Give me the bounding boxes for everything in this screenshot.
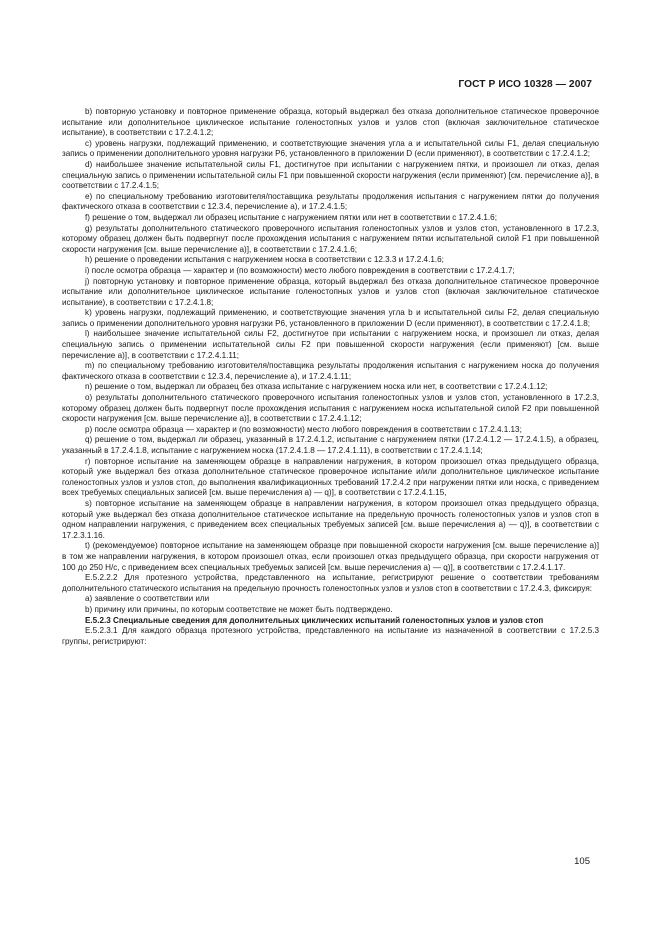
- list-item-c: c) уровень нагрузки, подлежащий применению, и соответствующие значения угла a и испытательной силы F1, делая специальную запись о применении дополнительного уровня нагрузки P6, установленного в приложении D (если применяют), в соответствии с 17.2.4.1.2;: [62, 138, 599, 159]
- list-item-e: e) по специальному требованию изготовителя/поставщика результаты продолжения испытания с нагружением пятки до получения фактического отказа в соответствии с 12.3.4, перечисление а), и 17.2.4.1.5;: [62, 191, 599, 212]
- sub-item-a: a) заявление о соответствии или: [85, 594, 210, 604]
- list-item-l: l) наибольшее значение испытательной силы F2, достигнутое при испытании с нагружением носка, и произошел ли отказ, делая специальную запись о применении испытательной силы F2 при повышенной скорости нагружения (если применяют) [см. выше перечисление а)], в соответствии с 17.2.4.1.11;: [62, 329, 599, 360]
- list-item-s: s) повторное испытание на заменяющем образце в направлении нагружения, в котором произошел отказ предыдущего образца, который уже выдержал без отказа дополнительное статическое испытание на предельную прочность голеностопных узлов и узлов стоп в одном направлении нагружения, с приведением всех специальных требуемых записей [см. выше перечисления а) — q)], в соответствии с 17.2.3.1.16.: [62, 498, 599, 540]
- list-item-n: n) решение о том, выдержал ли образец без отказа испытание с нагружением носка или нет, в соответствии с 17.2.4.1.12;: [85, 382, 548, 392]
- list-item-o: o) результаты дополнительного статического проверочного испытания голеностопных узлов и узлов стоп, установленного в 17.2.3, которому образец должен быть подвергнут после прохождения испытания с нагружением носка испытательной силой F2 при повышенной скорости нагружения [см. выше перечисление а)], в соответствии с 17.2.4.1.12;: [62, 393, 599, 424]
- clause-e5222: E.5.2.2.2 Для протезного устройства, представленного на испытание, регистрируют решение о соответствии требованиям дополнительного статического испытания на предельную прочность голеностопных узлов и узлов стоп в соответствии с 17.2.4.3, фиксируя:: [62, 573, 599, 593]
- list-item-q: q) решение о том, выдержал ли образец, указанный в 17.2.4.1.2, испытание с нагружением пятки (17.2.4.1.2 — 17.2.4.1.5), а образец, указанный в 17.2.4.1.8, испытание с нагружением носка (17.2.4.1.8 — 17.2.4.1.11), в соответствии с 17.2.4.1.14;: [62, 435, 599, 455]
- section-heading-e523: E.5.2.3 Специальные сведения для дополнительных циклических испытаний голеностопных узлов и узлов стоп: [85, 615, 544, 625]
- page-number: 105: [574, 856, 590, 867]
- list-item-p: p) после осмотра образца — характер и (по возможности) место любого повреждения в соответствии с 17.2.4.1.13;: [85, 424, 522, 434]
- list-item-b: b) повторную установку и повторное применение образца, который выдержал без отказа дополнительное статическое проверочное испытание или дополнительное циклическое испытание голеностопных узлов и узлов стоп (включая заключительное статическое испытание), в соответствии с 17.2.4.1.2;: [62, 107, 599, 138]
- sub-item-b: b) причину или причины, по которым соответствие не может быть подтверждено.: [85, 604, 393, 614]
- list-item-k: k) уровень нагрузки, подлежащий применению, и соответствующие значения угла b и испытательной силы F2, делая специальную запись о применении дополнительного уровня нагрузки P6, установленного в приложении D (если применяют), в соответствии с 17.2.4.1.8;: [62, 308, 599, 328]
- page-header: ГОСТ Р ИСО 10328 — 2007: [458, 79, 592, 90]
- list-item-d: d) наибольшее значение испытательной силы F1, достигнутое при испытании с нагружением пятки, и произошел ли отказ, делая специальную запись о применении испытательной силы F1 при повышенной скорости нагружения (если применяют) [см. перечисление а)], в соответствии с 17.2.4.1.5;: [62, 159, 599, 191]
- clause-e5231: E.5.2.3.1 Для каждого образца протезного устройства, представленного на испытание из назначенной в соответствии с 17.2.5.3 группы, регистрируют:: [62, 626, 599, 646]
- list-item-h: h) решение о проведении испытания с нагружением носка в соответствии с 12.3.3 и 17.2.4.1.6;: [85, 255, 444, 265]
- page-body: [62, 107, 599, 647]
- list-item-g: g) результаты дополнительного статического проверочного испытания голеностопных узлов и узлов стоп, установленного в 17.2.3, которому образец должен быть подвергнут после прохождения испытания с нагружением пятки испытательной силой F1 при повышенной скорости нагружения [см. выше перечисление а)], в соответствии с 17.2.4.1.6;: [62, 223, 599, 254]
- list-item-t: t) (рекомендуемое) повторное испытание на заменяющем образце при повышенной скорости нагружения [см. выше перечисление а)] в том же направлении нагружения, в котором произошел отказ, если произошел отказ предыдущего образца, при скорости нагружения от 100 до 250 Н/с, с приведением всех специальных требуемых записей [см. выше перечисления а) — q)], в соответствии с 17.2.4.1.17.: [62, 541, 599, 572]
- list-item-m: m) по специальному требованию изготовителя/поставщика результаты продолжения испытания с нагружением носка до получения фактического отказа в соответствии с 12.3.4, перечисление а), и 17.2.4.1.11;: [62, 361, 599, 381]
- list-item-r: r) повторное испытание на заменяющем образце в направлении нагружения, в котором произошел отказ предыдущего образца, который уже выдержал без отказа дополнительное статическое проверочное испытание и/или дополнительное циклическое испытание голеностопных узлов и узлов стоп, до выполнения квалификационных требований 17.2.4.2 при нагружении пятки или носка, с приведением всех требуемых специальных записей [см. выше перечисления а) — q)], в соответствии с 17.2.4.1.15,: [62, 456, 599, 498]
- list-item-f: f) решение о том, выдержал ли образец испытание с нагружением пятки или нет в соответствии с 17.2.4.1.6;: [85, 212, 497, 222]
- list-item-i: i) после осмотра образца — характер и (по возможности) место любого повреждения в соответствии с 17.2.4.1.7;: [85, 265, 515, 275]
- list-item-j: j) повторную установку и повторное применение образца, который выдержал без отказа дополнительное статическое проверочное испытание или дополнительное циклическое испытание голеностопных узлов и узлов стоп (включая заключительное статическое испытание), в соответствии с 17.2.4.1.8;: [62, 276, 599, 307]
